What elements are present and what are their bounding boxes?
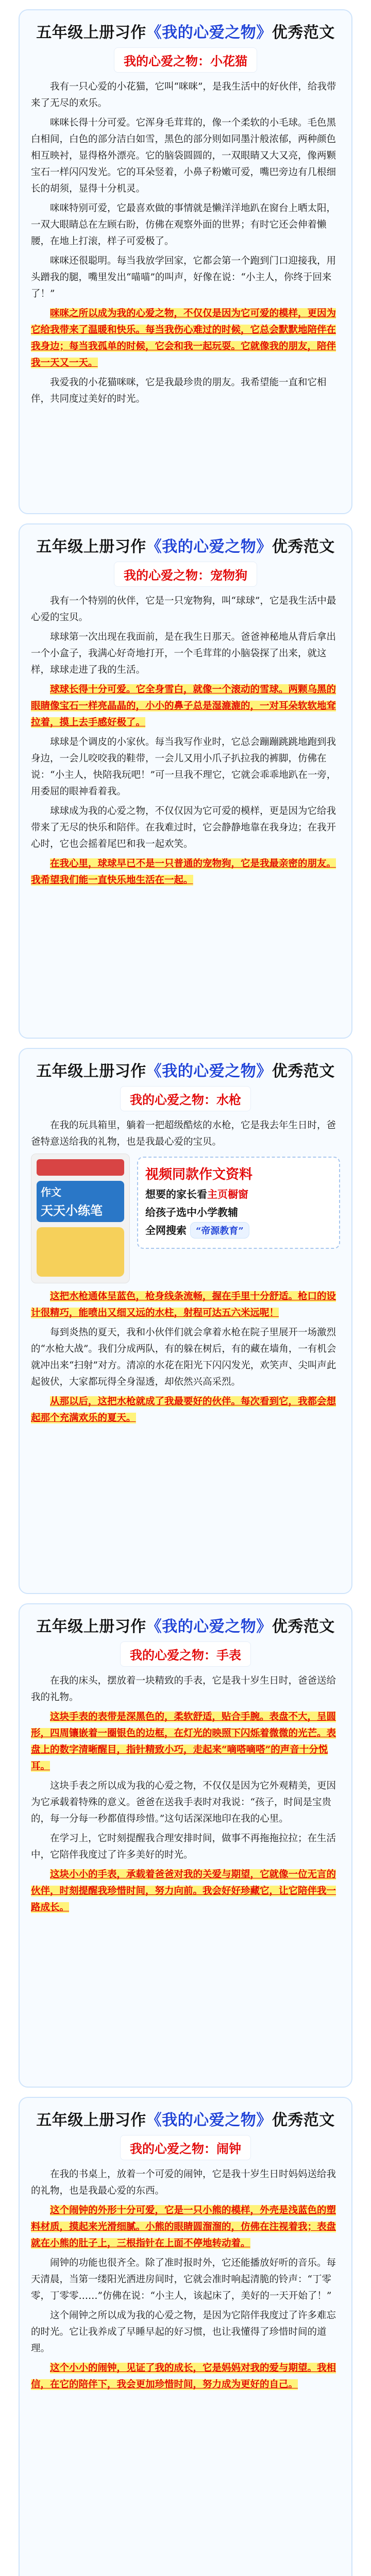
paragraph [31, 1394, 340, 1427]
promo-line-4a: 全网搜索 [145, 1224, 187, 1236]
paragraph: 咪咪特别可爱，它最喜欢做的事情就是懒洋洋地趴在窗台上晒太阳，一双大眼睛总在左顾右盼，仿佛在观察外面的世界；有时它还会伸着懒腰，在地上打滚，样子可爱极了。 [31, 203, 336, 247]
paragraph: 在我的书桌上，放着一个可爱的闹钟，它是我十岁生日时妈妈送给我的礼物，也是我最心爱的东西。 [31, 2169, 336, 2196]
section-card [19, 1603, 352, 2088]
paragraph [31, 1709, 340, 1775]
paragraph: 我有一个特别的伙伴，它是一只宠物狗，叫“球球”，它是我生活中最心爱的宝贝。 [31, 596, 336, 623]
section-card [19, 523, 352, 1039]
essay-subtitle: 我的心爱之物：宠物狗 [114, 562, 257, 587]
paragraph: 我有一只心爱的小花猫，它叫“咪咪”，是我生活中的好伙伴，给我带来了无尽的欢乐。 [31, 81, 336, 109]
book-cover-image [31, 1154, 130, 1283]
essay-subtitle: 我的心爱之物：闹钟 [120, 2135, 251, 2160]
paragraph: 球球成为我的心爱之物，不仅仅因为它可爱的模样，更是因为它给我带来了无尽的快乐和陪伴。在我难过时，它会静静地靠在我身边；在我开心时，它也会摇着尾巴和我一起欢笑。 [31, 806, 336, 850]
highlighted-text: 这个闹钟的外形十分可爱，它是一只小熊的模样，外壳是浅蓝色的塑料材质，摸起来光滑细腻。小熊的眼睛圆溜溜的，仿佛在注视着我；表盘就在小熊的肚子上，三根指针在上面不停地转动着。 [31, 2205, 336, 2249]
section-title [31, 20, 340, 42]
paragraph [31, 2202, 340, 2252]
paragraph [31, 2360, 340, 2393]
highlighted-text: 这把水枪通体呈蓝色，枪身线条流畅，握在手里十分舒适。枪口的设计很精巧，能喷出又细又远的水柱，射程可达五六米远呢！ [31, 1291, 336, 1318]
promo-brand-tag: “帝源教育” [190, 1222, 249, 1239]
paragraph: 在我的床头，摆放着一块精致的手表，它是我十岁生日时，爸爸送给我的礼物。 [31, 1675, 336, 1703]
highlighted-text: 这块小小的手表，承载着爸爸对我的关爱与期望，它就像一位无言的伙伴，时刻提醒我珍惜时间，努力向前。我会好好珍藏它，让它陪伴我一路成长。 [31, 1869, 336, 1913]
section-title [31, 1058, 340, 1081]
section-card [19, 2097, 352, 2576]
paragraph: 每到炎热的夏天，我和小伙伴们就会拿着水枪在院子里展开一场激烈的“水枪大战”。我们分成两队，有的躲在树后，有的藏在墙角，一有机会就冲出来“扫射”对方。清凉的水花在阳光下闪闪发光，欢笑声、尖叫声此起彼伏，大家都玩得全身湿透，却依然兴高采烈。 [31, 1327, 336, 1387]
paragraph: 球球是个调皮的小家伙。每当我写作业时，它总会蹦蹦跳跳地跑到我身边，一会儿咬咬我的鞋带，一会儿又用小爪子扒拉我的裤脚，仿佛在说：“小主人，快陪我玩吧！”可一旦我不理它，它就会乖乖地趴在一旁，用委屈的眼神看着我。 [31, 737, 336, 797]
promo-text [137, 1154, 340, 1283]
highlighted-text: 这块手表的表带是深黑色的，柔软舒适，贴合手腕。表盘不大，呈圆形，四周镶嵌着一圈银色的边框，在灯光的映照下闪烁着微微的光芒。表盘上的数字清晰醒目，指针精致小巧，走起来“嘀嗒嘀嗒”的声音十分悦耳。 [31, 1711, 336, 1772]
paragraph [31, 1867, 340, 1916]
essay-subtitle: 我的心爱之物：小花猫 [114, 47, 257, 73]
essay-subtitle: 我的心爱之物：手表 [120, 1641, 251, 1667]
highlighted-text: 在我心里，球球早已不是一只普通的宠物狗，它是我最亲密的朋友。我希望我们能一直快乐地生活在一起。 [31, 858, 336, 886]
section-card [19, 1048, 352, 1594]
paragraph: 球球第一次出现在我面前，是在我生日那天。爸爸神秘地从背后拿出一个小盒子，我满心好奇地打开，一个毛茸茸的小脑袋探了出来，就这样，球球走进了我的生活。 [31, 632, 336, 675]
title-book: 《我的心爱之物》 [146, 538, 272, 556]
book-cover-title-large: 天天小练笔 [41, 1204, 103, 1218]
paragraph: 这块手表之所以成为我的心爱之物，不仅仅是因为它外观精美，更因为它承载着特殊的意义。爸爸在送我手表时对我说：“孩子，时间是宝贵的，每一分每一秒都值得珍惜。”这句话深深地印在我的心里。 [31, 1781, 336, 1824]
section-card [19, 9, 352, 514]
paragraph [31, 306, 340, 371]
highlighted-text: 咪咪之所以成为我的心爱之物，不仅仅是因为它可爱的模样，更因为它给我带来了温暖和快乐。每当我伤心难过的时候，它总会默默地陪伴在我身边；每当我孤单的时候，它会和我一起玩耍。它就像我的朋友，陪伴我一天又一天。 [31, 308, 336, 368]
promo-line-4 [145, 1222, 332, 1239]
promo-row [31, 1154, 340, 1283]
title-prefix: 五年级上册习作 [36, 538, 146, 556]
title-book: 《我的心爱之物》 [146, 24, 272, 42]
paragraph [31, 682, 340, 731]
title-book: 《我的心爱之物》 [146, 1618, 272, 1636]
title-prefix: 五年级上册习作 [36, 2111, 146, 2129]
title-suffix: 优秀范文 [272, 2111, 335, 2129]
promo-line-2a: 想要的家长看 [145, 1188, 207, 1200]
book-cover-bottom-bar [37, 1227, 124, 1277]
title-prefix: 五年级上册习作 [36, 24, 146, 42]
promo-line-2 [145, 1186, 332, 1201]
essay-subtitle: 我的心爱之物：水枪 [120, 1086, 251, 1111]
section-title [31, 2107, 340, 2130]
title-suffix: 优秀范文 [272, 538, 335, 556]
section-title [31, 1614, 340, 1636]
highlighted-text: 球球长得十分可爱。它全身雪白，就像一个滚动的雪球。两颗乌黑的眼睛像宝石一样亮晶晶的，小小的鼻子总是湿漉漉的，一对耳朵软软地耷拉着，摸上去手感好极了。 [31, 684, 336, 728]
paragraph: 闹钟的功能也很齐全。除了准时报时外，它还能播放好听的音乐。每天清晨，当第一缕阳光洒进房间时，它就会准时响起清脆的铃声：“丁零零，丁零零……”仿佛在说：“小主人，该起床了，美好的一天开始了！” [31, 2258, 336, 2301]
title-book: 《我的心爱之物》 [146, 1062, 272, 1080]
book-cover-top-bar [37, 1159, 124, 1176]
paragraph: 这个闹钟之所以成为我的心爱之物，是因为它陪伴我度过了许多难忘的时光。它让我养成了早睡早起的好习惯，也让我懂得了珍惜时间的道理。 [31, 2310, 336, 2354]
paragraph [31, 856, 340, 889]
promo-line-3: 给孩子选中小学教辅 [145, 1206, 238, 1218]
title-prefix: 五年级上册习作 [36, 1062, 146, 1080]
paragraph: 我爱我的小花猫咪咪，它是我最珍贵的朋友。我希望能一直和它相伴，共同度过美好的时光。 [31, 377, 327, 404]
title-suffix: 优秀范文 [272, 1618, 335, 1636]
title-suffix: 优秀范文 [272, 24, 335, 42]
title-prefix: 五年级上册习作 [36, 1618, 146, 1636]
paragraph [31, 1289, 340, 1321]
highlighted-text: 从那以后，这把水枪就成了我最要好的伙伴。每次看到它，我都会想起那个充满欢乐的夏天。 [31, 1396, 336, 1423]
promo-box [137, 1157, 340, 1249]
highlighted-text: 这个小小的闹钟，见证了我的成长，它是妈妈对我的爱与期望。我相信，在它的陪伴下，我会更加珍惜时间，努力成为更好的自己。 [31, 2363, 336, 2390]
section-title [31, 534, 340, 556]
title-book: 《我的心爱之物》 [146, 2111, 272, 2129]
paragraph: 在我的玩具箱里，躺着一把超级酷炫的水枪，它是我去年生日时，爸爸特意送给我的礼物，也是我最心爱的宝贝。 [31, 1120, 336, 1147]
promo-line-2b: 主页橱窗 [207, 1188, 248, 1200]
paragraph: 咪咪还很聪明。每当我放学回家，它都会第一个跑到门口迎接我，用头蹭我的腿，嘴里发出“喵喵”的叫声，好像在说：“小主人，你终于回来了！” [31, 256, 336, 299]
promo-line-1: 视频同款作文资料 [145, 1167, 253, 1182]
paragraph: 在学习上，它时刻提醒我合理安排时间，做事不再拖拖拉拉；在生活中，它陪伴我度过了许多美好的时光。 [31, 1833, 336, 1860]
paragraph-text: 咪咪长得十分可爱。它浑身毛茸茸的，像一个柔软的小毛球。毛色黑白相间，白色的部分洁白如雪，黑色的部分则如同墨汁般浓郁，两种颜色相互映衬，显得格外漂亮。它的脑袋圆圆的，一双眼睛又大又亮，像两颗宝石一样闪闪发光。它的耳朵竖着，小鼻子粉嫩可爱，嘴巴旁边有几根细长的胡须，显得十分机灵。 [31, 117, 336, 194]
title-suffix: 优秀范文 [272, 1062, 335, 1080]
book-cover-title-small: 作文 [41, 1186, 61, 1198]
paragraph [31, 115, 340, 197]
